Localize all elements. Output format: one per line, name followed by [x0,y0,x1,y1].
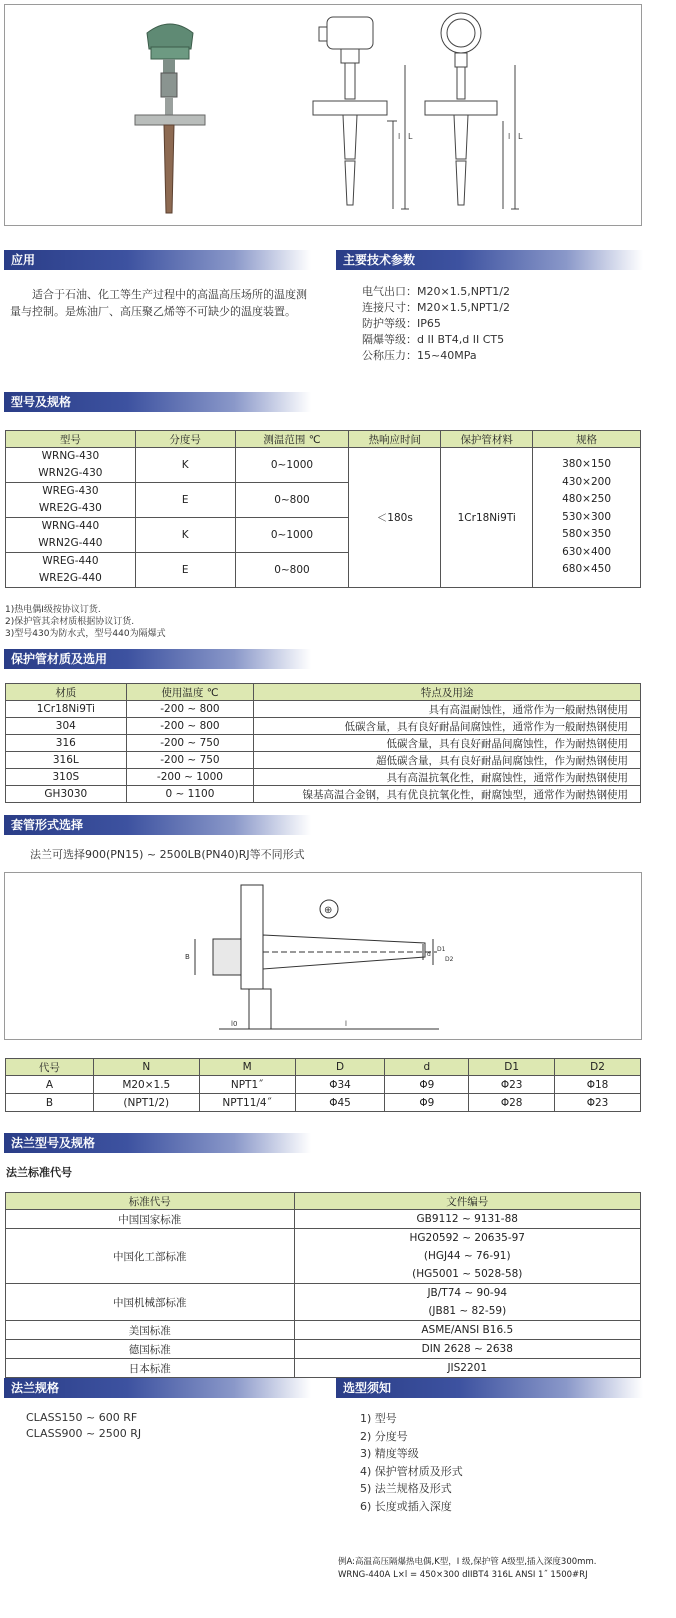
table-header-cell: 分度号 [135,431,235,448]
model-name: WRE2G-440 [38,572,102,584]
table-header-cell: D1 [469,1059,555,1076]
d2-cell: Φ23 [555,1094,641,1112]
table-cell: 具有高温抗氧化性，耐腐蚀性，通常作为耐热钢使用 [254,769,641,786]
dimension-drawing-1 [305,9,425,219]
table-cell: -200 ~ 750 [126,735,254,752]
standard-docs-cell [294,1229,640,1284]
table-cell: 超低碳含量，具有良好耐晶间腐蚀性，作为耐热钢使用 [254,752,641,769]
dimension-drawing-2 [415,9,535,219]
svg-text:L: L [518,132,523,141]
application-text: 适合于石油、化工等生产过程中的高温高压场所的温度测量与控制。是炼油厂、高压聚乙烯等不可缺少的温度装置。 [10,288,307,318]
range-cell: 0~800 [235,483,349,518]
example-line: 例A:高温高压隔爆热电偶,K型，I 级,保护管 A级型,插入深度300mm. [338,1557,597,1567]
table-cell: GH3030 [6,786,127,803]
material-cell: 1Cr18Ni9Ti [441,448,533,588]
table-cell: -200 ~ 1000 [126,769,254,786]
graduation-cell: K [135,448,235,483]
model-spec-table [5,430,641,588]
table-cell: 具有高温耐蚀性，通常作为一般耐热钢使用 [254,701,641,718]
model-name: WRNG-430 [41,450,100,462]
n-cell: (NPT1/2) [93,1094,199,1112]
d-small-cell: Φ9 [385,1094,469,1112]
table-cell: 316L [6,752,127,769]
table-row [6,735,641,752]
flange-spec-header: 法兰规格 [4,1378,311,1398]
doc-number: GB9112 ~ 9131-88 [416,1213,518,1225]
table-header-cell: 热响应时间 [349,431,441,448]
flange-note: 法兰可选择900(PN15) ~ 2500LB(PN40)RJ等不同形式 [30,848,305,861]
d1-cell: Φ23 [469,1076,555,1094]
table-header-cell: 特点及用途 [254,684,641,701]
table-cell: 镍基高温合金钢，具有优良抗氧化性，耐腐蚀型，通常作为耐热钢使用 [254,786,641,803]
flange-class: CLASS900 ~ 2500 RJ [26,1427,142,1440]
params-list [362,284,632,364]
selection-header: 选型须知 [336,1378,643,1398]
range-cell: 0~800 [235,553,349,588]
range-cell: 0~1000 [235,448,349,483]
drawing-label-d1: D1 [437,946,446,953]
table-cell: 316 [6,735,127,752]
table-cell: -200 ~ 800 [126,718,254,735]
flange-std-title: 法兰标准代号 [6,1166,72,1179]
note-line: 3)型号430为防水式，型号440为隔爆式 [5,629,166,639]
table-cell: 1Cr18Ni9Ti [6,701,127,718]
standard-name-cell: 美国标准 [6,1321,295,1340]
model-spec-header: 型号及规格 [4,392,311,412]
table-cell: 310S [6,769,127,786]
table-row [6,752,641,769]
m-cell: NPT11/4˝ [199,1094,295,1112]
table-header-cell: 代号 [6,1059,94,1076]
standard-docs-cell [294,1284,640,1321]
standard-name-cell: 中国化工部标准 [6,1229,295,1284]
note-line: 2)保护管其余材质根据协议订货. [5,617,135,627]
table-row [6,448,641,483]
table-header-cell: 使用温度 ℃ [126,684,254,701]
param-line: 防护等级：IP65 [362,317,441,330]
model-name: WRNG-440 [41,520,100,532]
table-cell: 0 ~ 1100 [126,786,254,803]
table-cell: -200 ~ 800 [126,701,254,718]
param-line: 连接尺寸：M20×1.5,NPT1/2 [362,301,510,314]
selection-item: 6) 长度或插入深度 [360,1499,452,1513]
doc-number: (HGJ44 ~ 76-91) [423,1250,511,1262]
example-line: WRNG-440A L×l = 450×300 dIIBT4 316L ANSI 1˝ 1500#RJ [338,1570,588,1580]
size-value: 430×200 [562,475,612,488]
d-small-cell: Φ9 [385,1076,469,1094]
d-cell: Φ45 [295,1094,385,1112]
model-name: WRN2G-430 [38,467,103,479]
model-cell [6,553,136,588]
table-header-cell: d [385,1059,469,1076]
size-value: 680×450 [562,563,612,576]
table-header-cell: D2 [555,1059,641,1076]
n-cell: M20×1.5 [93,1076,199,1094]
standard-docs-cell [294,1210,640,1229]
params-header: 主要技术参数 [336,250,643,270]
doc-number: DIN 2628 ~ 2638 [421,1343,513,1355]
model-cell [6,518,136,553]
tube-material-header: 保护管材质及选用 [4,649,311,669]
doc-number: JB/T74 ~ 90-94 [427,1287,508,1299]
table-header-cell: M [199,1059,295,1076]
code-cell: B [6,1094,94,1112]
standard-name-cell: 中国机械部标准 [6,1284,295,1321]
drawing-symbol: ⊕ [324,905,333,916]
table-header-cell: 文件编号 [294,1193,640,1210]
table-header-cell: 材质 [6,684,127,701]
selection-item: 5) 法兰规格及形式 [360,1482,452,1495]
svg-text:l: l [398,132,401,141]
table-row [6,701,641,718]
doc-number: ASME/ANSI B16.5 [421,1324,514,1336]
standard-docs-cell [294,1359,640,1378]
drawing-label-b: B [185,953,190,961]
selection-item: 4) 保护管材质及形式 [360,1464,463,1478]
code-cell: A [6,1076,94,1094]
model-cell [6,483,136,518]
application-header: 应用 [4,250,311,270]
svg-text:L: L [408,132,413,141]
table-row [6,1210,641,1229]
standard-name-cell: 德国标准 [6,1340,295,1359]
table-row [6,1284,641,1321]
notes [5,604,305,640]
note-line: 1)热电偶I级按协议订货. [5,605,101,615]
table-cell: 304 [6,718,127,735]
material-table [5,683,641,803]
product-image-frame [4,4,642,226]
doc-number: (HG5001 ~ 5028-58) [412,1268,523,1280]
size-value: 530×300 [562,510,612,523]
table-header-cell: N [93,1059,199,1076]
doc-number: JIS2201 [447,1362,488,1374]
selection-item: 2) 分度号 [360,1429,408,1443]
model-name: WREG-440 [42,555,99,567]
drawing-label-d2: D2 [445,956,454,963]
table-row [6,1321,641,1340]
param-line: 隔爆等级：d II BT4,d II CT5 [362,333,505,346]
sleeve-form-header: 套管形式选择 [4,815,311,835]
size-value: 380×150 [562,458,612,471]
table-row [6,718,641,735]
drawing-label-l: l [345,1020,347,1028]
sleeve-drawing [175,879,475,1033]
response-cell: ＜180s [349,448,441,588]
selection-list [360,1410,630,1515]
graduation-cell: E [135,483,235,518]
table-row [6,1340,641,1359]
doc-number: HG20592 ~ 20635-97 [409,1232,525,1244]
graduation-cell: K [135,518,235,553]
selection-item: 3) 精度等级 [360,1447,419,1460]
table-header-cell: 规格 [533,431,641,448]
table-row [6,786,641,803]
table-cell: 低碳含量，具有良好耐晶间腐蚀性，作为耐热钢使用 [254,735,641,752]
table-header-cell: 保护管材料 [441,431,533,448]
d-cell: Φ34 [295,1076,385,1094]
size-value: 480×250 [562,493,612,506]
model-name: WREG-430 [42,485,99,497]
table-header-cell: 型号 [6,431,136,448]
table-header-cell: D [295,1059,385,1076]
table-cell: -200 ~ 750 [126,752,254,769]
sleeve-drawing-frame [4,872,642,1040]
param-line: 公称压力：15~40MPa [362,349,477,362]
table-row [6,1359,641,1378]
model-name: WRN2G-440 [38,537,103,549]
svg-text:l: l [508,132,511,141]
m-cell: NPT1˝ [199,1076,295,1094]
flange-model-header: 法兰型号及规格 [4,1133,311,1153]
table-row [6,1229,641,1284]
table-cell: 低碳含量，具有良好耐晶间腐蚀性，通常作为一般耐热钢使用 [254,718,641,735]
graduation-cell: E [135,553,235,588]
sizes-cell [533,448,641,588]
model-name: WRE2G-430 [38,502,102,514]
param-line: 电气出口：M20×1.5,NPT1/2 [362,285,510,298]
d2-cell: Φ18 [555,1076,641,1094]
table-row [6,1076,641,1094]
standard-name-cell: 中国国家标准 [6,1210,295,1229]
table-header-cell: 测温范围 ℃ [235,431,349,448]
model-cell [6,448,136,483]
standard-docs-cell [294,1321,640,1340]
thermocouple-photo [125,13,215,223]
standard-name-cell: 日本标准 [6,1359,295,1378]
d1-cell: Φ28 [469,1094,555,1112]
size-value: 630×400 [562,545,612,558]
selection-item: 1) 型号 [360,1412,397,1425]
size-value: 580×350 [562,528,612,541]
range-cell: 0~1000 [235,518,349,553]
flange-class: CLASS150 ~ 600 RF [26,1411,138,1424]
table-row [6,769,641,786]
drawing-label-d: d [427,951,431,958]
table-row [6,1094,641,1112]
standard-docs-cell [294,1340,640,1359]
standards-table [5,1192,641,1378]
table-header-cell: 标准代号 [6,1193,295,1210]
example-text [338,1556,638,1582]
flange-classes [26,1410,286,1442]
code-table [5,1058,641,1112]
drawing-label-l0: l0 [231,1020,238,1028]
doc-number: (JB81 ~ 82-59) [428,1305,507,1317]
